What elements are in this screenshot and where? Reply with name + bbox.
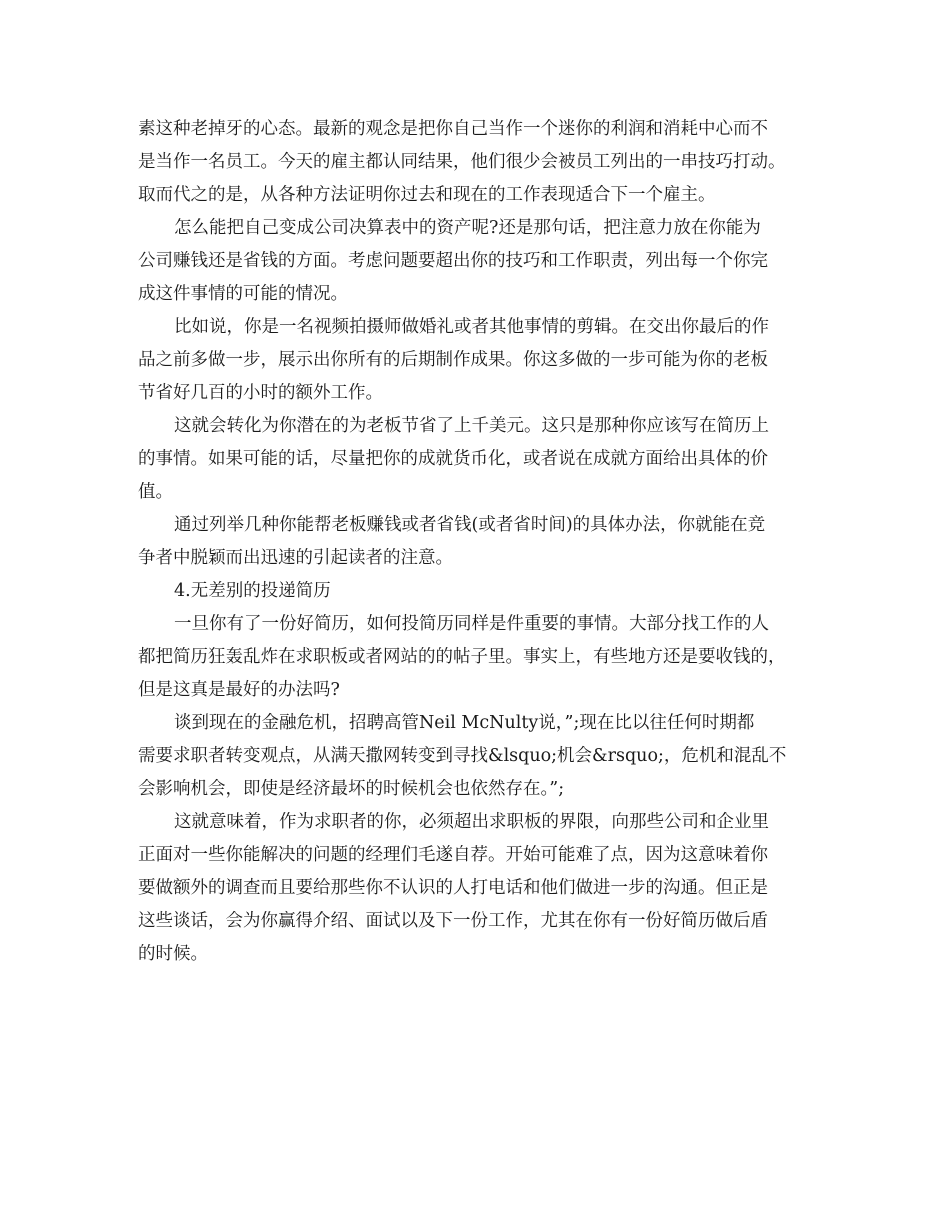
text-line: 公司赚钱还是省钱的方面。考虑问题要超出你的技巧和工作职责，列出每一个你完 [138, 251, 768, 271]
text-line: 怎么能把自己变成公司决算表中的资产呢?还是那句话，把注意力放在你能为 [174, 218, 761, 238]
text-line: 这就意味着，作为求职者的你，必须超出求职板的界限，向那些公司和企业里 [174, 812, 769, 832]
text-line: 都把简历狂轰乱炸在求职板或者网站的的帖子里。事实上，有些地方还是要收钱的， [138, 647, 786, 667]
text-line: 素这种老掉牙的心态。最新的观念是把你自己当作一个迷你的利润和消耗中心而不 [138, 119, 768, 139]
text-line: 成这件事情的可能的情况。 [138, 284, 348, 304]
text-line: 4.无差别的投递简历 [174, 581, 331, 601]
text-line: 谈到现在的金融危机，招聘高管Neil McNulty说，”;现在比以往任何时期都 [174, 713, 755, 733]
text-line: 比如说，你是一名视频拍摄师做婚礼或者其他事情的剪辑。在交出你最后的作 [174, 317, 769, 337]
text-line: 一旦你有了一份好简历，如何投简历同样是件重要的事情。大部分找工作的人 [174, 614, 769, 634]
text-line: 但是这真是最好的办法吗? [138, 680, 340, 700]
text-line: 会影响机会，即使是经济最坏的时候机会也依然存在。”; [138, 779, 565, 799]
text-line: 品之前多做一步，展示出你所有的后期制作成果。你这多做的一步可能为你的老板 [138, 350, 768, 370]
text-line: 这就会转化为你潜在的为老板节省了上千美元。这只是那种你应该写在简历上 [174, 416, 769, 436]
text-line: 通过列举几种你能帮老板赚钱或者省钱(或者省时间)的具体办法，你就能在竞 [174, 515, 766, 535]
text-line: 的时候。 [138, 944, 208, 964]
text-line: 的事情。如果可能的话，尽量把你的成就货币化，或者说在成就方面给出具体的价 [138, 449, 768, 469]
text-line: 需要求职者转变观点，从满天撒网转变到寻找&lsquo;机会&rsquo;，危机和混乱不 [138, 746, 787, 766]
text-line: 取而代之的是，从各种方法证明你过去和现在的工作表现适合下一个雇主。 [138, 185, 716, 205]
text-line: 要做额外的调查而且要给那些你不认识的人打电话和他们做进一步的沟通。但正是 [138, 878, 768, 898]
text-line: 这些谈话，会为你赢得介绍、面试以及下一份工作，尤其在你有一份好简历做后盾 [138, 911, 768, 931]
document-body [138, 113, 818, 971]
text-line: 节省好几百的小时的额外工作。 [138, 383, 383, 403]
text-line: 正面对一些你能解决的问题的经理们毛遂自荐。开始可能难了点，因为这意味着你 [138, 845, 768, 865]
text-line: 是当作一名员工。今天的雇主都认同结果，他们很少会被员工列出的一串技巧打动。 [138, 152, 786, 172]
text-line: 值。 [138, 482, 173, 502]
text-line: 争者中脱颖而出迅速的引起读者的注意。 [138, 548, 453, 568]
